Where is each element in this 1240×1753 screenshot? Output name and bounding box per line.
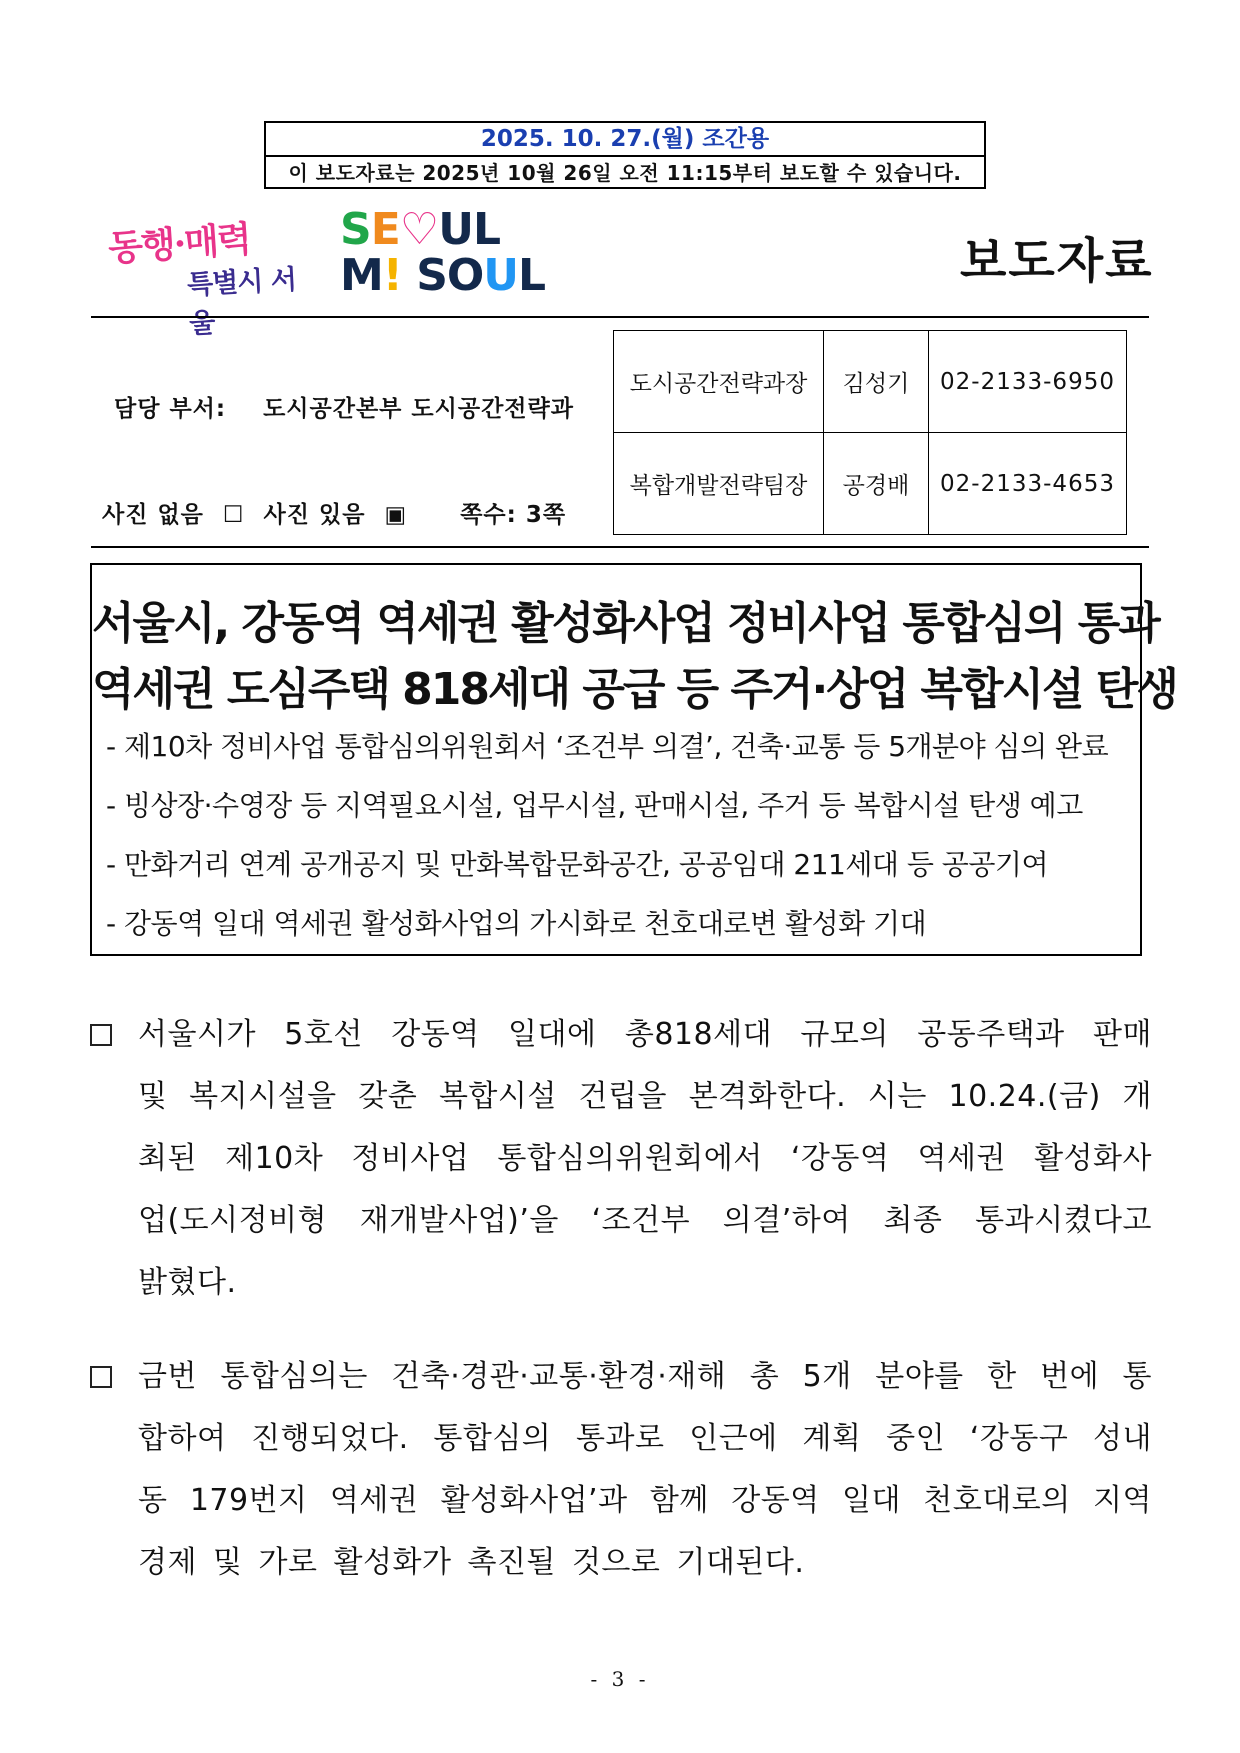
slogan-line1: 동행·매력	[106, 218, 252, 270]
contact-phone: 02-2133-4653	[929, 433, 1127, 535]
contact-row	[614, 433, 1127, 535]
paragraph-line: 경제 및 가로 활성화가 촉진될 것으로 기대된다.	[138, 1545, 805, 1580]
contact-name: 공경배	[824, 433, 929, 535]
contact-table	[613, 330, 1127, 535]
seoul-my-soul-logo: SE♡UL M! SOUL	[340, 204, 546, 301]
contact-role: 복합개발전략팀장	[614, 433, 824, 535]
department-info	[114, 390, 574, 423]
contact-phone: 02-2133-6950	[929, 331, 1127, 433]
embargo-notice: 이 보도자료는 2025년 10월 26일 오전 11:15부터 보도할 수 있습니다.	[288, 161, 962, 185]
paragraph-line: 밝혔다.	[138, 1265, 237, 1300]
department-label: 담당 부서:	[114, 396, 227, 422]
paragraph-line: 동 179번지 역세권 활성화사업’과 함께 강동역 일대 천호대로의 지역	[138, 1483, 1152, 1518]
no-photo-checkbox-icon: ☐	[222, 502, 245, 528]
paragraph-line: 최된 제10차 정비사업 통합심의위원회에서 ‘강동역 역세권 활성화사	[138, 1141, 1152, 1176]
contact-name: 김성기	[824, 331, 929, 433]
photo-status	[102, 496, 576, 529]
paragraph-line: 및 복지시설을 갖춘 복합시설 건립을 본격화한다. 시는 10.24.(금) 개	[138, 1079, 1152, 1114]
headline-bullet: - 제10차 정비사업 통합심의위원회서 ‘조건부 의결’, 건축·교통 등 5개분야 심의 완료	[106, 730, 1109, 763]
body-paragraph-2	[90, 1346, 1152, 1594]
document-type-title: 보도자료	[960, 233, 1154, 289]
paragraph-line: 업(도시정비형 재개발사업)’을 ‘조건부 의결’하여 최종 통과시켰다고	[138, 1203, 1152, 1238]
headline-line1: 서울시, 강동역 역세권 활성화사업 정비사업 통합심의 통과	[92, 598, 1159, 649]
page-count: 쪽수: 3쪽	[460, 502, 567, 528]
headline-bullet: - 빙상장·수영장 등 지역필요시설, 업무시설, 판매시설, 주거 등 복합시설 탄생 예고	[106, 789, 1083, 822]
paragraph-line: 합하여 진행되었다. 통합심의 통과로 인근에 계획 중인 ‘강동구 성내	[138, 1421, 1152, 1456]
headline-bullet: - 만화거리 연계 공개공지 및 만화복합문화공간, 공공임대 211세대 등 공공기여	[106, 848, 1048, 881]
no-photo-label: 사진 없음	[102, 502, 204, 528]
department-value: 도시공간본부 도시공간전략과	[263, 396, 574, 422]
release-date: 2025. 10. 27.(월) 조간용	[266, 123, 984, 157]
headline-line2: 역세권 도심주택 818세대 공급 등 주거·상업 복합시설 탄생	[92, 664, 1177, 715]
middle-divider	[91, 546, 1149, 548]
contact-role: 도시공간전략과장	[614, 331, 824, 433]
contact-row	[614, 331, 1127, 433]
paragraph-bullet-icon	[90, 1366, 112, 1388]
body-paragraph-1	[90, 1004, 1152, 1314]
has-photo-checkbox-icon: ▣	[384, 502, 408, 528]
paragraph-line: 금번 통합심의는 건축·경관·교통·환경·재해 총 5개 분야를 한 번에 통	[138, 1359, 1152, 1394]
paragraph-line: 서울시가 5호선 강동역 일대에 총818세대 규모의 공동주택과 판매	[138, 1017, 1152, 1052]
top-divider	[91, 316, 1149, 318]
embargo-box	[264, 121, 986, 189]
paragraph-bullet-icon	[90, 1024, 112, 1046]
seoul-slogan-logo	[106, 216, 300, 340]
headline-box	[90, 563, 1177, 956]
page-number: - 3 -	[590, 1667, 650, 1691]
has-photo-label: 사진 있음	[263, 502, 366, 528]
headline-bullet: - 강동역 일대 역세권 활성화사업의 가시화로 천호대로변 활성화 기대	[106, 907, 927, 940]
slogan-line2: 특별시 서울	[186, 264, 297, 340]
